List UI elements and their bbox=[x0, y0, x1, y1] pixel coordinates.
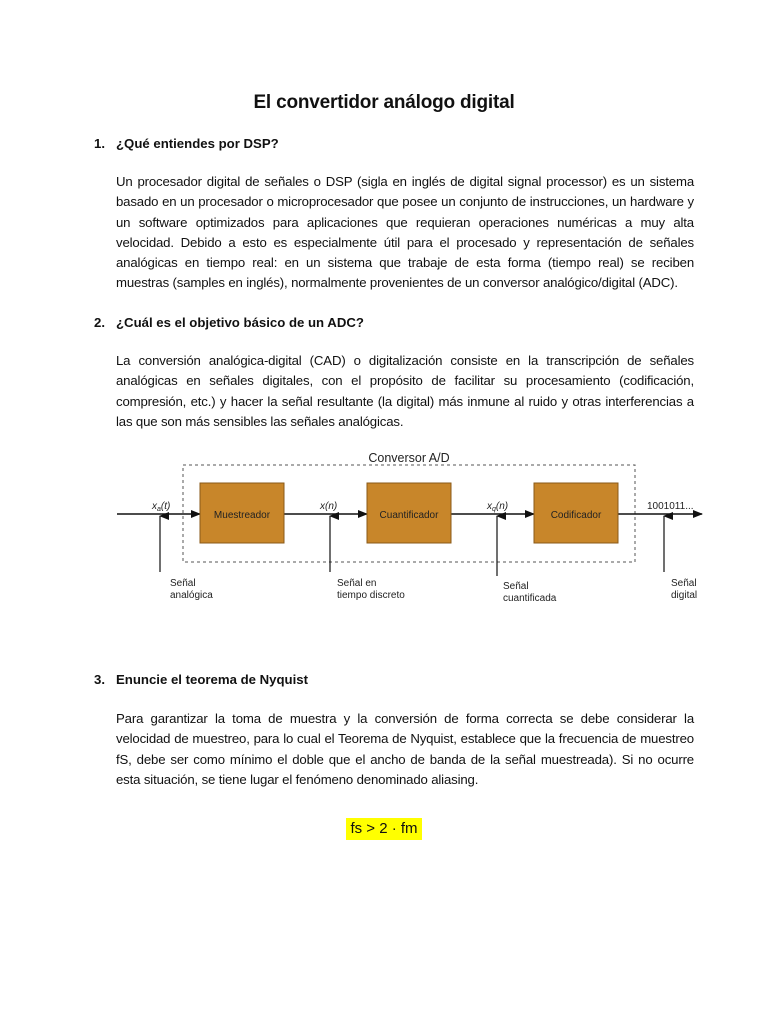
converter-frame-label: Conversor A/D bbox=[368, 451, 450, 465]
block-cuantificador-label: Cuantificador bbox=[379, 510, 439, 521]
signal-x-arg: (n) bbox=[325, 501, 338, 512]
label-analog-1: Señal bbox=[170, 578, 196, 589]
block-codificador-label: Codificador bbox=[550, 510, 602, 521]
label-analog-2: analógica bbox=[170, 590, 213, 601]
section-3-heading bbox=[94, 672, 308, 687]
label-quantized-1: Señal bbox=[503, 581, 529, 592]
signal-xq-symbol: x bbox=[487, 501, 492, 512]
section-1-number: 1. bbox=[94, 136, 105, 151]
section-2-body: La conversión analógica-digital (CAD) o digitalización consiste en la transcripción de señales analógicas en señales digitales, con el propósito de facilitar su procesamiento (codificación, compresión, etc.) y hacer la señal resultante (la digital) más inmune al ruido y otras interferencias a las que son más sensibles las señales analógicas. bbox=[116, 353, 694, 429]
label-quantized-2: cuantificada bbox=[503, 593, 557, 604]
signal-xa-arg: (t) bbox=[160, 501, 171, 512]
signal-xa-sub: a bbox=[157, 506, 161, 513]
nyquist-formula: fs > 2 · fm bbox=[346, 818, 421, 840]
label-digital-2: digital bbox=[671, 590, 698, 601]
signal-xa-t bbox=[151, 501, 170, 513]
label-discrete-1: Señal en bbox=[337, 578, 377, 589]
signal-xq-sub: q bbox=[492, 506, 496, 513]
section-1-body: Un procesador digital de señales o DSP (sigla en inglés de digital signal processor) es un sistema basado en un procesador o microprocesador que posee un conjunto de instrucciones, un hardware y un software optimizados para aplicaciones que requieran operaciones numéricas a muy alta velocidad. Debido a esto es especialmente útil para el procesado y representación de señales analógicas en tiempo real: en un sistema que trabaje de esta forma (tiempo real) se reciben muestras (samples en inglés), normalmente provenientes de un conversor analógico/digital (ADC). bbox=[116, 174, 694, 291]
signal-xa-symbol: x bbox=[152, 501, 157, 512]
signal-xq-n bbox=[486, 501, 508, 513]
label-digital-1: Señal bbox=[671, 578, 697, 589]
signal-x-symbol: x bbox=[320, 501, 325, 512]
document-title: El convertidor análogo digital bbox=[253, 92, 515, 113]
section-2-title: ¿Cuál es el objetivo básico de un ADC? bbox=[116, 315, 364, 330]
output-code: 1001011... bbox=[647, 501, 694, 512]
label-discrete-2: tiempo discreto bbox=[337, 590, 405, 601]
block-muestreador-label: Muestreador bbox=[213, 510, 271, 521]
section-3-body: Para garantizar la toma de muestra y la conversión de forma correcta se debe considerar la velocidad de muestreo, para lo cual el Teorema de Nyquist, establece que la frecuencia de muestreo fS, debe ser como mínimo el doble que el ancho de banda de la señal muestreada). Si no ocurre esta situación, se tiene lugar el fenómeno denominado aliasing. bbox=[116, 711, 694, 787]
signal-xq-arg: (n) bbox=[495, 501, 509, 512]
section-3-number: 3. bbox=[94, 672, 105, 687]
signal-x-n bbox=[319, 501, 337, 512]
section-2-number: 2. bbox=[94, 315, 105, 330]
section-3-title: Enuncie el teorema de Nyquist bbox=[116, 672, 309, 687]
formula-container bbox=[0, 818, 768, 840]
section-1-title: ¿Qué entiendes por DSP? bbox=[116, 136, 279, 151]
